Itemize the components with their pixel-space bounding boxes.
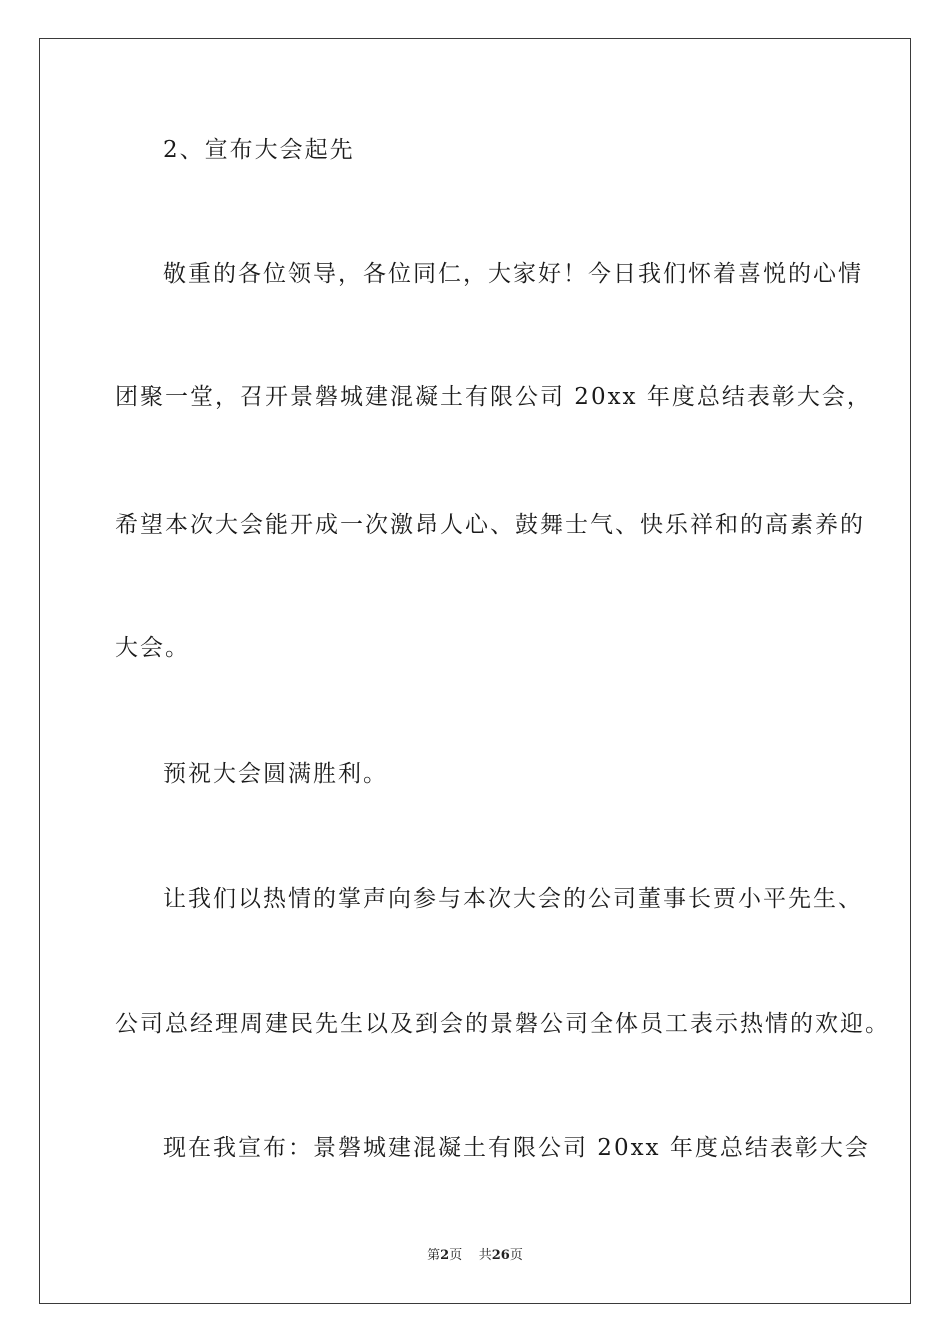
paragraph-line: 希望本次大会能开成一次激昂人心、鼓舞士气、快乐祥和的高素养的 (115, 512, 865, 538)
page-footer (0, 1247, 950, 1265)
paragraph-line: 公司总经理周建民先生以及到会的景磐公司全体员工表示热情的欢迎。 (115, 1011, 890, 1037)
footer-prefix: 第 (427, 1248, 441, 1263)
paragraph-line: 预祝大会圆满胜利。 (163, 761, 388, 787)
section-heading: 2、宣布大会起先 (163, 137, 355, 163)
paragraph-line: 现在我宣布：景磐城建混凝土有限公司 20xx 年度总结表彰大会 (163, 1135, 870, 1161)
current-page-number: 2 (440, 1248, 450, 1263)
paragraph-line: 敬重的各位领导，各位同仁，大家好！今日我们怀着喜悦的心情 (163, 261, 863, 287)
footer-total-unit: 页 (509, 1248, 523, 1263)
footer-page-unit: 页 (449, 1248, 463, 1263)
paragraph-line: 让我们以热情的掌声向参与本次大会的公司董事长贾小平先生、 (163, 886, 863, 912)
footer-total-prefix: 共 (478, 1248, 492, 1263)
total-page-number: 26 (491, 1248, 510, 1263)
paragraph-line: 大会。 (115, 635, 190, 661)
page-border (39, 38, 911, 1304)
paragraph-line: 团聚一堂，召开景磐城建混凝土有限公司 20xx 年度总结表彰大会， (115, 384, 872, 410)
